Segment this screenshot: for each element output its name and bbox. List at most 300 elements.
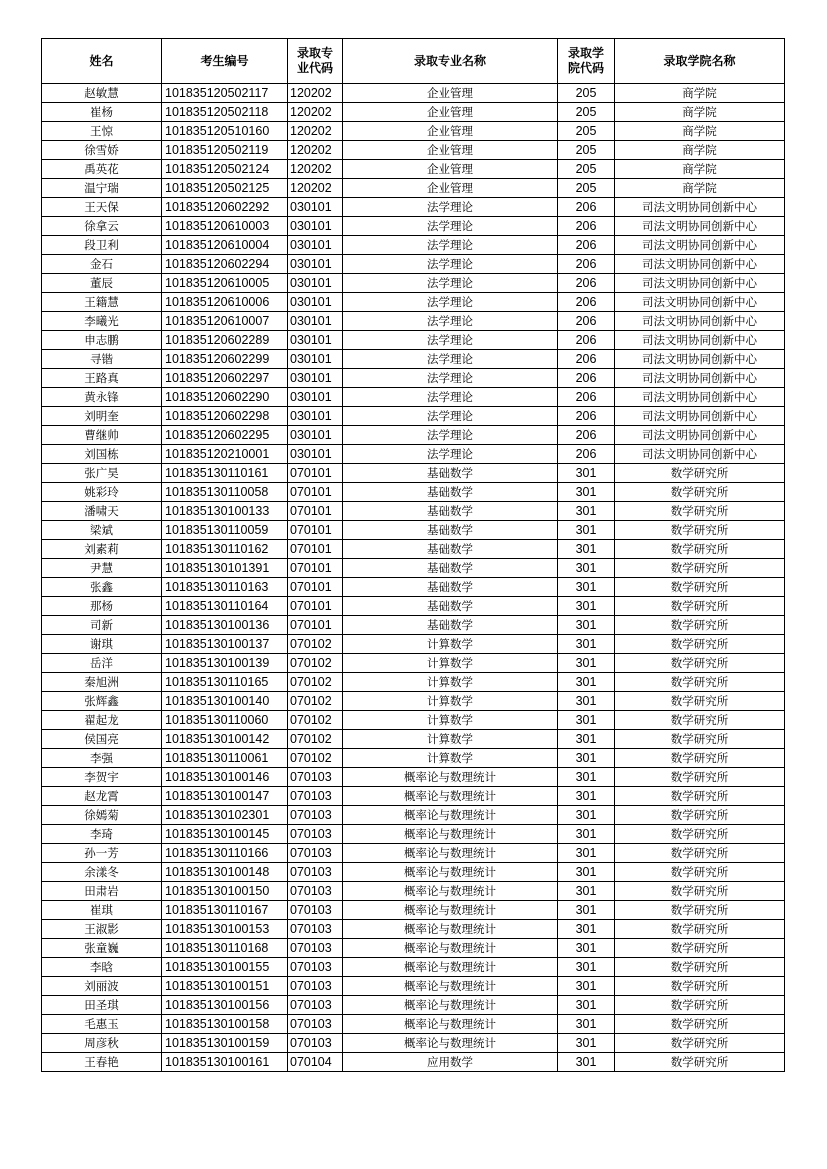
cell-major-code: 030101 (288, 312, 343, 331)
header-dept-code-line1: 录取学 (567, 46, 604, 60)
cell-name: 田圣琪 (42, 996, 162, 1015)
cell-name: 曹继帅 (42, 426, 162, 445)
cell-major-name: 基础数学 (343, 559, 558, 578)
cell-name: 张广昊 (42, 464, 162, 483)
table-row (42, 939, 785, 958)
cell-dept-code: 301 (558, 597, 615, 616)
cell-major-code: 030101 (288, 445, 343, 464)
cell-exam-id: 101835120502124 (162, 160, 288, 179)
cell-dept-name: 数学研究所 (615, 882, 785, 901)
cell-major-name: 基础数学 (343, 597, 558, 616)
cell-name: 王籍慧 (42, 293, 162, 312)
cell-major-name: 概率论与数理统计 (343, 901, 558, 920)
cell-exam-id: 101835130100156 (162, 996, 288, 1015)
cell-dept-name: 司法文明协同创新中心 (615, 198, 785, 217)
cell-name: 刘国栋 (42, 445, 162, 464)
table-row (42, 806, 785, 825)
table-row (42, 483, 785, 502)
table-row (42, 578, 785, 597)
cell-dept-name: 数学研究所 (615, 749, 785, 768)
cell-major-code: 030101 (288, 198, 343, 217)
cell-major-code: 070102 (288, 654, 343, 673)
cell-dept-code: 206 (558, 274, 615, 293)
cell-dept-name: 数学研究所 (615, 730, 785, 749)
cell-major-code: 070103 (288, 901, 343, 920)
table-row (42, 825, 785, 844)
cell-major-code: 120202 (288, 103, 343, 122)
cell-major-name: 应用数学 (343, 1053, 558, 1072)
cell-major-name: 计算数学 (343, 673, 558, 692)
cell-exam-id: 101835120610003 (162, 217, 288, 236)
cell-dept-code: 301 (558, 768, 615, 787)
cell-major-code: 070103 (288, 806, 343, 825)
table-row (42, 445, 785, 464)
cell-dept-name: 商学院 (615, 179, 785, 198)
cell-exam-id: 101835130100150 (162, 882, 288, 901)
header-major-code-line1: 录取专 (296, 46, 333, 60)
cell-dept-code: 205 (558, 141, 615, 160)
cell-exam-id: 101835120610007 (162, 312, 288, 331)
table-row (42, 179, 785, 198)
cell-dept-name: 数学研究所 (615, 711, 785, 730)
table-body (42, 84, 785, 1072)
cell-dept-code: 205 (558, 122, 615, 141)
cell-major-name: 基础数学 (343, 521, 558, 540)
cell-exam-id: 101835130110163 (162, 578, 288, 597)
cell-dept-code: 301 (558, 996, 615, 1015)
cell-dept-name: 司法文明协同创新中心 (615, 293, 785, 312)
cell-exam-id: 101835130100139 (162, 654, 288, 673)
cell-major-code: 070102 (288, 711, 343, 730)
cell-major-name: 概率论与数理统计 (343, 920, 558, 939)
table-row (42, 920, 785, 939)
table-row (42, 863, 785, 882)
cell-dept-code: 301 (558, 673, 615, 692)
cell-exam-id: 101835130100133 (162, 502, 288, 521)
cell-dept-code: 206 (558, 255, 615, 274)
header-row (42, 39, 785, 84)
cell-major-name: 企业管理 (343, 122, 558, 141)
table-row (42, 236, 785, 255)
table-row (42, 502, 785, 521)
cell-name: 李晗 (42, 958, 162, 977)
cell-major-code: 070101 (288, 559, 343, 578)
cell-name: 李强 (42, 749, 162, 768)
cell-major-code: 070101 (288, 464, 343, 483)
table-row (42, 464, 785, 483)
cell-major-code: 030101 (288, 369, 343, 388)
cell-exam-id: 101835120602295 (162, 426, 288, 445)
cell-dept-name: 司法文明协同创新中心 (615, 369, 785, 388)
cell-major-code: 070101 (288, 483, 343, 502)
cell-exam-id: 101835130102301 (162, 806, 288, 825)
table-row (42, 1015, 785, 1034)
cell-major-name: 概率论与数理统计 (343, 806, 558, 825)
cell-dept-code: 301 (558, 559, 615, 578)
table-header (42, 39, 785, 84)
cell-dept-name: 数学研究所 (615, 464, 785, 483)
cell-major-name: 企业管理 (343, 103, 558, 122)
table-row (42, 103, 785, 122)
cell-major-name: 法学理论 (343, 236, 558, 255)
cell-dept-code: 301 (558, 711, 615, 730)
cell-dept-name: 数学研究所 (615, 939, 785, 958)
cell-major-name: 概率论与数理统计 (343, 787, 558, 806)
cell-exam-id: 101835120610006 (162, 293, 288, 312)
cell-major-name: 计算数学 (343, 692, 558, 711)
cell-exam-id: 101835130110061 (162, 749, 288, 768)
cell-major-name: 基础数学 (343, 616, 558, 635)
cell-dept-name: 商学院 (615, 122, 785, 141)
table-row (42, 312, 785, 331)
cell-exam-id: 101835130110167 (162, 901, 288, 920)
cell-exam-id: 101835130110165 (162, 673, 288, 692)
cell-major-name: 基础数学 (343, 502, 558, 521)
cell-major-code: 120202 (288, 84, 343, 103)
table-row (42, 122, 785, 141)
cell-dept-code: 205 (558, 160, 615, 179)
table-row (42, 711, 785, 730)
cell-major-name: 法学理论 (343, 350, 558, 369)
cell-name: 申志鹏 (42, 331, 162, 350)
cell-major-name: 法学理论 (343, 388, 558, 407)
cell-major-code: 070103 (288, 882, 343, 901)
cell-major-name: 概率论与数理统计 (343, 768, 558, 787)
cell-major-code: 030101 (288, 350, 343, 369)
cell-dept-name: 司法文明协同创新中心 (615, 217, 785, 236)
cell-exam-id: 101835130100145 (162, 825, 288, 844)
cell-exam-id: 101835130100161 (162, 1053, 288, 1072)
cell-exam-id: 101835130110058 (162, 483, 288, 502)
table-row (42, 559, 785, 578)
table-row (42, 293, 785, 312)
cell-exam-id: 101835130100153 (162, 920, 288, 939)
cell-name: 徐雪娇 (42, 141, 162, 160)
table-row (42, 84, 785, 103)
cell-dept-code: 301 (558, 920, 615, 939)
cell-major-name: 概率论与数理统计 (343, 825, 558, 844)
cell-major-code: 030101 (288, 407, 343, 426)
cell-exam-id: 101835120602294 (162, 255, 288, 274)
table-row (42, 521, 785, 540)
cell-major-name: 基础数学 (343, 540, 558, 559)
cell-name: 岳洋 (42, 654, 162, 673)
cell-name: 刘明奎 (42, 407, 162, 426)
cell-dept-name: 司法文明协同创新中心 (615, 388, 785, 407)
cell-exam-id: 101835120502125 (162, 179, 288, 198)
cell-dept-name: 司法文明协同创新中心 (615, 274, 785, 293)
cell-dept-name: 数学研究所 (615, 635, 785, 654)
table-row (42, 597, 785, 616)
table-row (42, 255, 785, 274)
cell-name: 董辰 (42, 274, 162, 293)
cell-dept-name: 司法文明协同创新中心 (615, 255, 785, 274)
cell-name: 周彦秋 (42, 1034, 162, 1053)
cell-dept-name: 数学研究所 (615, 825, 785, 844)
cell-dept-name: 司法文明协同创新中心 (615, 350, 785, 369)
cell-exam-id: 101835120502119 (162, 141, 288, 160)
cell-exam-id: 101835120602297 (162, 369, 288, 388)
cell-major-code: 070103 (288, 863, 343, 882)
cell-major-name: 法学理论 (343, 198, 558, 217)
cell-major-name: 概率论与数理统计 (343, 939, 558, 958)
cell-major-code: 030101 (288, 293, 343, 312)
cell-dept-code: 301 (558, 806, 615, 825)
header-dept-code-line2: 院代码 (567, 61, 604, 75)
cell-name: 禹英花 (42, 160, 162, 179)
header-exam-id: 考生编号 (162, 39, 288, 84)
cell-name: 温宁瑞 (42, 179, 162, 198)
cell-major-code: 120202 (288, 160, 343, 179)
cell-exam-id: 101835130110168 (162, 939, 288, 958)
cell-dept-code: 301 (558, 502, 615, 521)
cell-name: 刘丽波 (42, 977, 162, 996)
cell-major-code: 070102 (288, 749, 343, 768)
cell-exam-id: 101835120210001 (162, 445, 288, 464)
cell-major-code: 070103 (288, 768, 343, 787)
table-row (42, 958, 785, 977)
cell-exam-id: 101835120610005 (162, 274, 288, 293)
cell-name: 那杨 (42, 597, 162, 616)
cell-dept-name: 商学院 (615, 84, 785, 103)
cell-dept-code: 301 (558, 692, 615, 711)
cell-dept-name: 数学研究所 (615, 616, 785, 635)
cell-major-name: 概率论与数理统计 (343, 844, 558, 863)
cell-name: 余漾冬 (42, 863, 162, 882)
cell-exam-id: 101835130100142 (162, 730, 288, 749)
cell-dept-name: 数学研究所 (615, 1034, 785, 1053)
cell-exam-id: 101835130110162 (162, 540, 288, 559)
cell-dept-code: 301 (558, 635, 615, 654)
cell-major-name: 法学理论 (343, 407, 558, 426)
cell-exam-id: 101835120510160 (162, 122, 288, 141)
cell-name: 田肃岩 (42, 882, 162, 901)
cell-name: 徐嫣菊 (42, 806, 162, 825)
cell-dept-name: 数学研究所 (615, 977, 785, 996)
cell-dept-code: 301 (558, 1053, 615, 1072)
cell-major-name: 法学理论 (343, 255, 558, 274)
cell-name: 王春艳 (42, 1053, 162, 1072)
cell-dept-name: 数学研究所 (615, 787, 785, 806)
cell-major-code: 070103 (288, 1034, 343, 1053)
table-row (42, 274, 785, 293)
cell-dept-name: 数学研究所 (615, 521, 785, 540)
cell-dept-code: 206 (558, 369, 615, 388)
cell-major-name: 法学理论 (343, 217, 558, 236)
cell-major-code: 070103 (288, 844, 343, 863)
cell-name: 王惊 (42, 122, 162, 141)
cell-dept-name: 数学研究所 (615, 901, 785, 920)
cell-major-name: 基础数学 (343, 578, 558, 597)
cell-exam-id: 101835130100137 (162, 635, 288, 654)
cell-major-code: 030101 (288, 236, 343, 255)
table-row (42, 141, 785, 160)
cell-dept-name: 数学研究所 (615, 502, 785, 521)
cell-dept-name: 数学研究所 (615, 483, 785, 502)
table-row (42, 977, 785, 996)
header-dept-name: 录取学院名称 (615, 39, 785, 84)
cell-dept-code: 206 (558, 350, 615, 369)
cell-dept-code: 301 (558, 901, 615, 920)
cell-name: 王淑影 (42, 920, 162, 939)
table-row (42, 407, 785, 426)
header-name: 姓名 (42, 39, 162, 84)
cell-exam-id: 101835130100136 (162, 616, 288, 635)
cell-name: 张鑫 (42, 578, 162, 597)
cell-major-name: 法学理论 (343, 331, 558, 350)
cell-major-code: 070102 (288, 730, 343, 749)
table-row (42, 749, 785, 768)
cell-dept-code: 301 (558, 521, 615, 540)
cell-major-code: 070103 (288, 920, 343, 939)
cell-exam-id: 101835130110166 (162, 844, 288, 863)
cell-major-name: 法学理论 (343, 293, 558, 312)
cell-dept-code: 206 (558, 388, 615, 407)
cell-exam-id: 101835130110161 (162, 464, 288, 483)
cell-dept-code: 301 (558, 730, 615, 749)
cell-major-code: 070101 (288, 502, 343, 521)
cell-name: 潘啸天 (42, 502, 162, 521)
cell-exam-id: 101835130110059 (162, 521, 288, 540)
cell-exam-id: 101835130100158 (162, 1015, 288, 1034)
cell-dept-code: 205 (558, 179, 615, 198)
cell-major-code: 070104 (288, 1053, 343, 1072)
admission-table (41, 38, 785, 1072)
cell-major-name: 基础数学 (343, 483, 558, 502)
cell-exam-id: 101835120602290 (162, 388, 288, 407)
cell-dept-code: 301 (558, 654, 615, 673)
cell-major-name: 计算数学 (343, 635, 558, 654)
cell-dept-name: 数学研究所 (615, 996, 785, 1015)
cell-exam-id: 101835130110164 (162, 597, 288, 616)
cell-name: 谢琪 (42, 635, 162, 654)
cell-major-code: 070102 (288, 692, 343, 711)
cell-major-code: 070102 (288, 635, 343, 654)
cell-dept-code: 206 (558, 312, 615, 331)
cell-dept-code: 205 (558, 103, 615, 122)
table-row (42, 350, 785, 369)
cell-exam-id: 101835120502118 (162, 103, 288, 122)
cell-dept-code: 301 (558, 939, 615, 958)
cell-exam-id: 101835130100155 (162, 958, 288, 977)
cell-name: 李琦 (42, 825, 162, 844)
table-row (42, 616, 785, 635)
cell-major-name: 法学理论 (343, 312, 558, 331)
cell-major-code: 030101 (288, 217, 343, 236)
cell-dept-name: 商学院 (615, 141, 785, 160)
table-row (42, 882, 785, 901)
cell-dept-code: 206 (558, 236, 615, 255)
cell-major-code: 070103 (288, 825, 343, 844)
cell-name: 金石 (42, 255, 162, 274)
cell-name: 孙一芳 (42, 844, 162, 863)
cell-name: 姚彩玲 (42, 483, 162, 502)
cell-dept-code: 301 (558, 958, 615, 977)
cell-dept-name: 数学研究所 (615, 540, 785, 559)
cell-exam-id: 101835120502117 (162, 84, 288, 103)
cell-dept-name: 数学研究所 (615, 863, 785, 882)
header-dept-code (558, 39, 615, 84)
cell-major-name: 计算数学 (343, 730, 558, 749)
cell-dept-code: 206 (558, 217, 615, 236)
cell-dept-code: 206 (558, 426, 615, 445)
cell-major-code: 070103 (288, 958, 343, 977)
table-row (42, 654, 785, 673)
cell-name: 赵龙霄 (42, 787, 162, 806)
cell-dept-code: 301 (558, 464, 615, 483)
header-major-code-line2: 业代码 (296, 61, 333, 75)
cell-dept-code: 301 (558, 844, 615, 863)
header-major-code (288, 39, 343, 84)
cell-dept-name: 司法文明协同创新中心 (615, 331, 785, 350)
cell-name: 寻锴 (42, 350, 162, 369)
cell-name: 毛惠玉 (42, 1015, 162, 1034)
table-row (42, 768, 785, 787)
cell-dept-name: 数学研究所 (615, 958, 785, 977)
cell-major-code: 070102 (288, 673, 343, 692)
cell-dept-name: 数学研究所 (615, 844, 785, 863)
cell-name: 秦旭洲 (42, 673, 162, 692)
cell-name: 李曦光 (42, 312, 162, 331)
cell-major-name: 法学理论 (343, 426, 558, 445)
cell-name: 侯国亮 (42, 730, 162, 749)
table-row (42, 217, 785, 236)
cell-major-name: 概率论与数理统计 (343, 1015, 558, 1034)
cell-dept-name: 数学研究所 (615, 1053, 785, 1072)
cell-dept-name: 数学研究所 (615, 578, 785, 597)
cell-dept-code: 301 (558, 1015, 615, 1034)
cell-major-name: 概率论与数理统计 (343, 863, 558, 882)
cell-exam-id: 101835130100140 (162, 692, 288, 711)
cell-major-name: 基础数学 (343, 464, 558, 483)
cell-major-name: 计算数学 (343, 711, 558, 730)
cell-name: 梁斌 (42, 521, 162, 540)
cell-dept-code: 301 (558, 578, 615, 597)
cell-dept-code: 206 (558, 407, 615, 426)
cell-dept-name: 司法文明协同创新中心 (615, 407, 785, 426)
cell-major-name: 法学理论 (343, 445, 558, 464)
cell-major-code: 120202 (288, 179, 343, 198)
cell-dept-name: 数学研究所 (615, 768, 785, 787)
cell-major-code: 070101 (288, 540, 343, 559)
cell-major-code: 030101 (288, 331, 343, 350)
cell-major-name: 概率论与数理统计 (343, 1034, 558, 1053)
table-row (42, 388, 785, 407)
cell-exam-id: 101835130100151 (162, 977, 288, 996)
cell-major-name: 计算数学 (343, 749, 558, 768)
cell-major-code: 070101 (288, 597, 343, 616)
cell-name: 王天保 (42, 198, 162, 217)
table-row (42, 1034, 785, 1053)
cell-exam-id: 101835120602298 (162, 407, 288, 426)
table-row (42, 160, 785, 179)
cell-dept-name: 数学研究所 (615, 673, 785, 692)
table-row (42, 635, 785, 654)
cell-major-name: 企业管理 (343, 141, 558, 160)
cell-major-name: 法学理论 (343, 274, 558, 293)
cell-name: 崔琪 (42, 901, 162, 920)
table-row (42, 331, 785, 350)
cell-name: 赵敏慧 (42, 84, 162, 103)
cell-major-name: 企业管理 (343, 84, 558, 103)
cell-dept-code: 301 (558, 616, 615, 635)
table-row (42, 426, 785, 445)
cell-major-code: 030101 (288, 274, 343, 293)
cell-exam-id: 101835120602292 (162, 198, 288, 217)
cell-exam-id: 101835130100147 (162, 787, 288, 806)
cell-major-code: 120202 (288, 122, 343, 141)
cell-dept-code: 301 (558, 882, 615, 901)
